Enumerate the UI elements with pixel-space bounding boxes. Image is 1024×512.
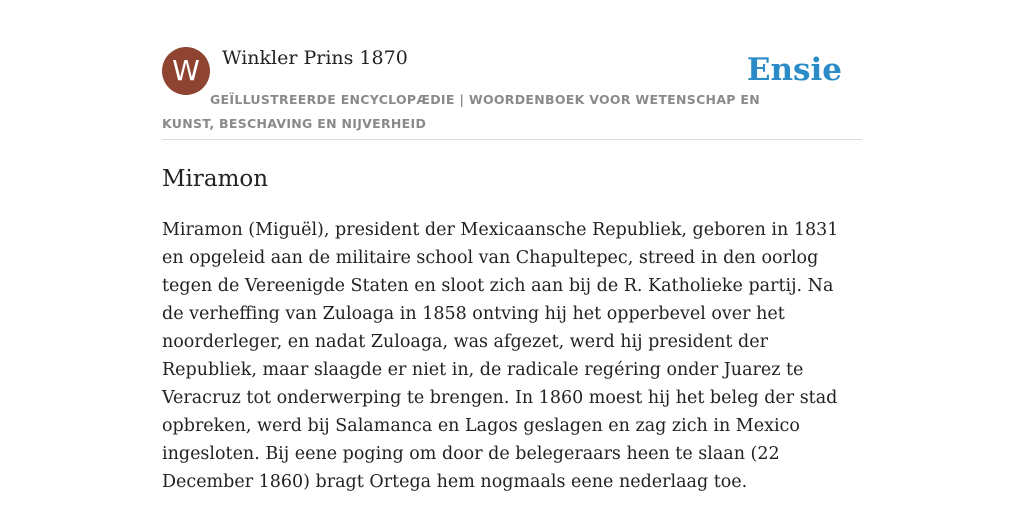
article-body: Miramon (Miguël), president der Mexicaansche Republiek, geboren in 1831 en opgeleid aan de militaire school van Chapultepec, streed in den oorlog tegen de Vereenigde Staten en sloot zich aan bij de R. Katholieke partij. Na de verheffing van Zuloaga in 1858 ontving hij het opperbevel over het noorderleger, en nadat Zuloaga, was afgezet, werd hij president der Republiek, maar slaagde er niet in, de radicale regéring onder Juarez te Veracruz tot onderwerping te brengen. In 1860 moest hij het beleg der stad opbreken, werd bij Salamanca en Lagos geslagen en zag zich in Mexico ingesloten. Bij eene poging om door de belegeraars heen te slaan (22 December 1860) bragt Ortega hem nogmaals eene nederlaag toe.	[162, 220, 839, 492]
brand-logo[interactable]: Ensie	[746, 52, 842, 88]
source-title[interactable]: Winkler Prins 1870	[222, 47, 408, 69]
source-subtitle: GEÏLLUSTREERDE ENCYCLOPÆDIE | WOORDENBOEK VOOR WETENSCHAP EN KUNST, BESCHAVING EN NIJVERHEID	[162, 92, 760, 131]
avatar[interactable]: W	[162, 47, 210, 95]
header-divider	[162, 139, 862, 140]
page-title: Miramon	[162, 166, 269, 192]
